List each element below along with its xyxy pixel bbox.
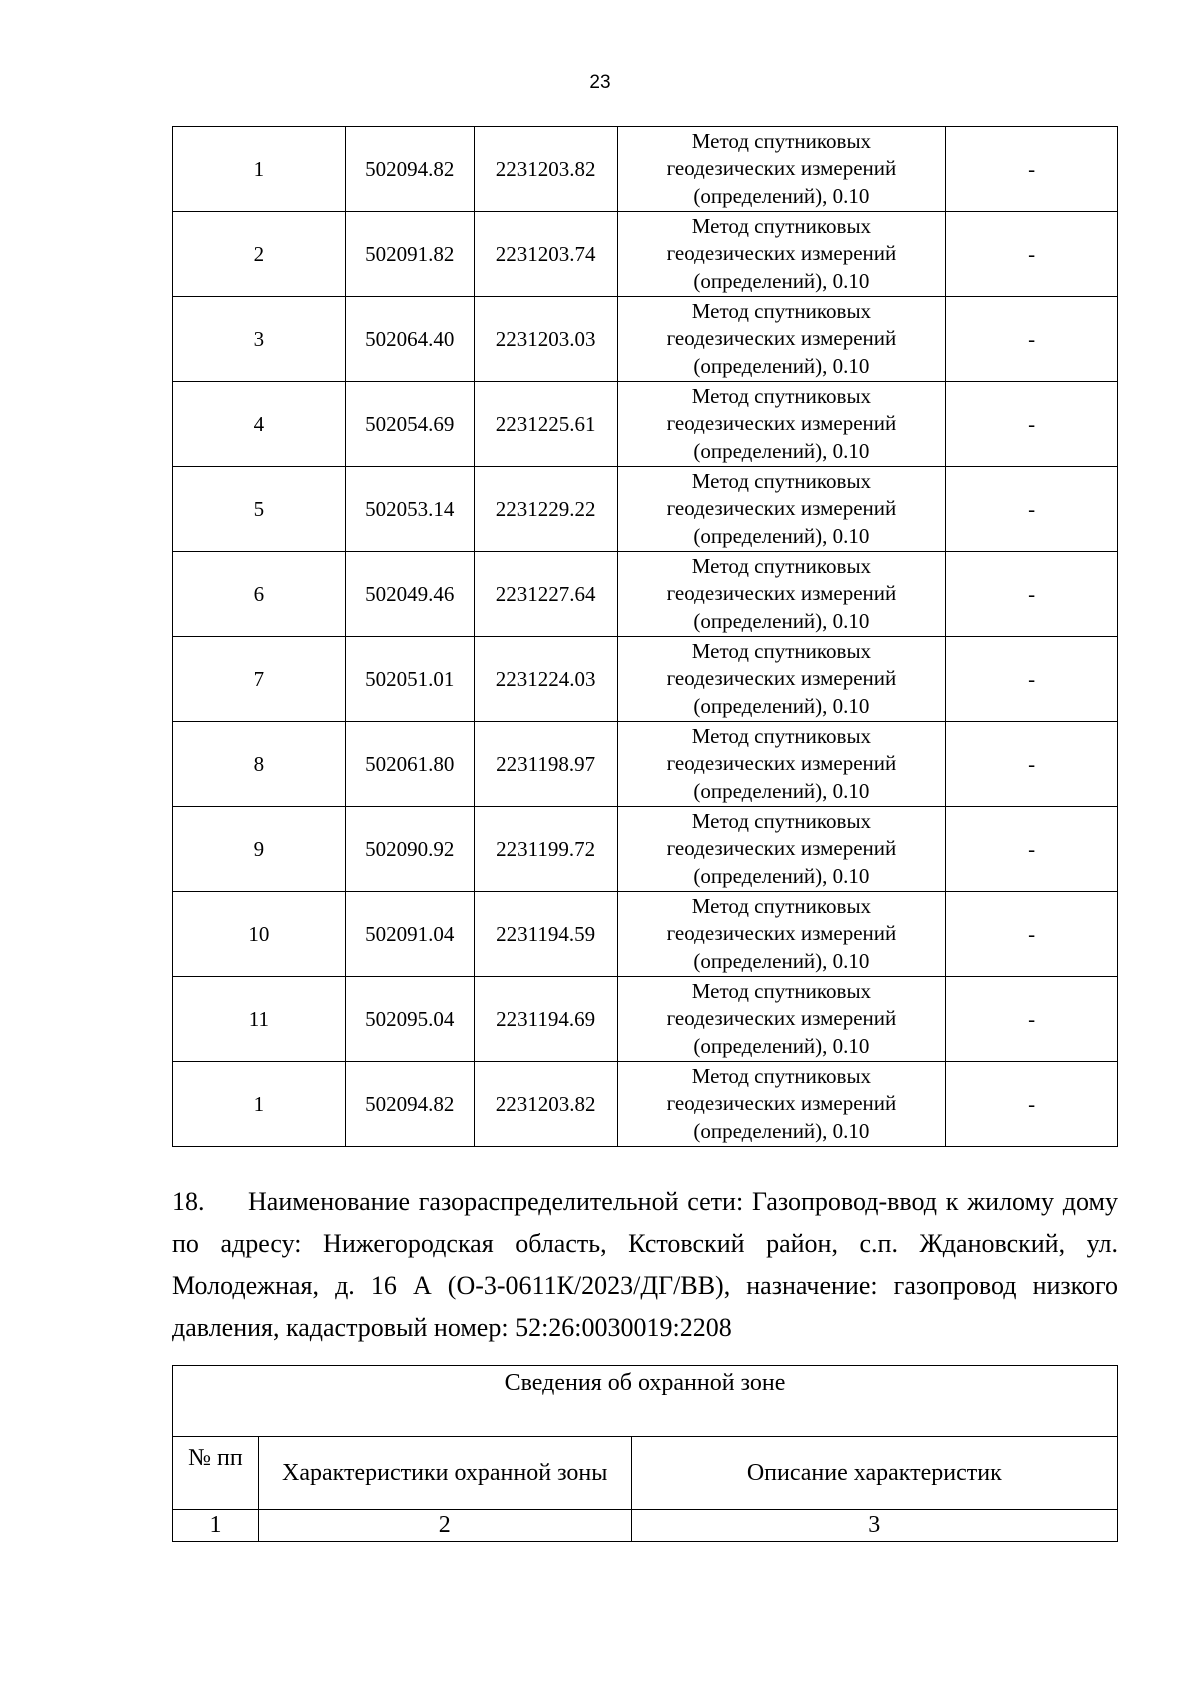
method-line: геодезических измерений [666, 921, 897, 946]
method-line: геодезических измерений [666, 836, 897, 861]
method-cell [617, 1062, 946, 1147]
method-line: геодезических измерений [666, 1006, 897, 1031]
y-coordinate-cell: 2231199.72 [474, 807, 617, 892]
method-line: Метод спутниковых [691, 468, 872, 493]
point-number-cell: 2 [173, 212, 346, 297]
y-coordinate-cell: 2231203.03 [474, 297, 617, 382]
method-line: геодезических измерений [666, 326, 897, 351]
note-cell: - [946, 892, 1118, 977]
point-number-cell: 1 [173, 127, 346, 212]
note-cell: - [946, 1062, 1118, 1147]
table-row [173, 212, 1118, 297]
point-number-cell: 1 [173, 1062, 346, 1147]
method-line: (определений), 0.10 [693, 523, 870, 548]
x-coordinate-cell: 502054.69 [345, 382, 474, 467]
table-row [173, 467, 1118, 552]
note-cell: - [946, 127, 1118, 212]
point-number-cell: 5 [173, 467, 346, 552]
note-cell: - [946, 637, 1118, 722]
method-line: геодезических измерений [666, 156, 897, 181]
column-number-cell: 1 [173, 1510, 259, 1542]
y-coordinate-cell: 2231225.61 [474, 382, 617, 467]
method-cell [617, 382, 946, 467]
header-description: Описание характеристик [631, 1437, 1117, 1510]
x-coordinate-cell: 502049.46 [345, 552, 474, 637]
x-coordinate-cell: 502095.04 [345, 977, 474, 1062]
point-number-cell: 6 [173, 552, 346, 637]
method-line: Метод спутниковых [691, 553, 872, 578]
x-coordinate-cell: 502091.04 [345, 892, 474, 977]
table-row [173, 722, 1118, 807]
note-cell: - [946, 467, 1118, 552]
note-cell: - [946, 297, 1118, 382]
method-cell [617, 127, 946, 212]
y-coordinate-cell: 2231229.22 [474, 467, 617, 552]
method-line: (определений), 0.10 [693, 863, 870, 888]
note-cell: - [946, 807, 1118, 892]
note-cell: - [946, 552, 1118, 637]
table-row [173, 977, 1118, 1062]
point-number-cell: 11 [173, 977, 346, 1062]
x-coordinate-cell: 502090.92 [345, 807, 474, 892]
coordinates-table [172, 126, 1118, 1147]
method-line: геодезических измерений [666, 1091, 897, 1116]
note-cell: - [946, 977, 1118, 1062]
x-coordinate-cell: 502094.82 [345, 127, 474, 212]
x-coordinate-cell: 502061.80 [345, 722, 474, 807]
method-cell [617, 807, 946, 892]
y-coordinate-cell: 2231203.74 [474, 212, 617, 297]
note-cell: - [946, 212, 1118, 297]
method-line: (определений), 0.10 [693, 608, 870, 633]
method-line: Метод спутниковых [691, 893, 872, 918]
method-line: геодезических измерений [666, 666, 897, 691]
method-line: (определений), 0.10 [693, 438, 870, 463]
section-paragraph [172, 1181, 1118, 1349]
method-line: геодезических измерений [666, 496, 897, 521]
section-text: Наименование газораспределительной сети: Газопровод-ввод к жилому дому по адресу: Нижегородская область, Кстовский район, с.п. Ждановский, ул. Молодежная, д. 16 А (О-3-0611К/2023/ДГ/ВВ), назначение: газопровод низкого давления, кадастровый номер: 52:26:0030019:2208 [172, 1187, 1118, 1342]
point-number-cell: 3 [173, 297, 346, 382]
table-row [173, 1062, 1118, 1147]
point-number-cell: 7 [173, 637, 346, 722]
point-number-cell: 10 [173, 892, 346, 977]
x-coordinate-cell: 502053.14 [345, 467, 474, 552]
header-characteristics: Характеристики охранной зоны [258, 1437, 631, 1510]
note-cell: - [946, 382, 1118, 467]
x-coordinate-cell: 502051.01 [345, 637, 474, 722]
method-line: (определений), 0.10 [693, 778, 870, 803]
point-number-cell: 4 [173, 382, 346, 467]
method-line: (определений), 0.10 [693, 1118, 870, 1143]
method-cell [617, 977, 946, 1062]
y-coordinate-cell: 2231194.59 [474, 892, 617, 977]
table-row [173, 892, 1118, 977]
method-line: Метод спутниковых [691, 808, 872, 833]
method-line: Метод спутниковых [691, 638, 872, 663]
method-line: Метод спутниковых [691, 128, 872, 153]
y-coordinate-cell: 2231224.03 [474, 637, 617, 722]
table-row [173, 637, 1118, 722]
x-coordinate-cell: 502064.40 [345, 297, 474, 382]
table-row [173, 552, 1118, 637]
note-cell: - [946, 722, 1118, 807]
x-coordinate-cell: 502094.82 [345, 1062, 474, 1147]
point-number-cell: 8 [173, 722, 346, 807]
method-cell [617, 297, 946, 382]
table-row [173, 127, 1118, 212]
column-number-cell: 2 [258, 1510, 631, 1542]
method-line: Метод спутниковых [691, 298, 872, 323]
table-row [173, 807, 1118, 892]
protection-zone-table [172, 1365, 1118, 1542]
y-coordinate-cell: 2231194.69 [474, 977, 617, 1062]
method-line: геодезических измерений [666, 411, 897, 436]
method-cell [617, 552, 946, 637]
method-cell [617, 212, 946, 297]
column-number-cell: 3 [631, 1510, 1117, 1542]
table-row [173, 297, 1118, 382]
method-line: Метод спутниковых [691, 213, 872, 238]
method-line: Метод спутниковых [691, 723, 872, 748]
zone-table-caption: Сведения об охранной зоне [173, 1366, 1118, 1437]
method-cell [617, 892, 946, 977]
method-line: (определений), 0.10 [693, 948, 870, 973]
method-line: геодезических измерений [666, 751, 897, 776]
header-pp: № пп [173, 1437, 259, 1510]
method-line: (определений), 0.10 [693, 1033, 870, 1058]
y-coordinate-cell: 2231203.82 [474, 127, 617, 212]
method-line: Метод спутниковых [691, 383, 872, 408]
table-row [173, 382, 1118, 467]
method-line: геодезических измерений [666, 241, 897, 266]
x-coordinate-cell: 502091.82 [345, 212, 474, 297]
y-coordinate-cell: 2231227.64 [474, 552, 617, 637]
method-line: (определений), 0.10 [693, 353, 870, 378]
method-line: Метод спутниковых [691, 978, 872, 1003]
method-line: (определений), 0.10 [693, 268, 870, 293]
y-coordinate-cell: 2231203.82 [474, 1062, 617, 1147]
method-cell [617, 722, 946, 807]
page-number: 23 [589, 72, 611, 93]
method-cell [617, 637, 946, 722]
point-number-cell: 9 [173, 807, 346, 892]
method-line: (определений), 0.10 [693, 183, 870, 208]
method-line: Метод спутниковых [691, 1063, 872, 1088]
section-number: 18. [172, 1187, 205, 1216]
method-line: (определений), 0.10 [693, 693, 870, 718]
y-coordinate-cell: 2231198.97 [474, 722, 617, 807]
method-cell [617, 467, 946, 552]
method-line: геодезических измерений [666, 581, 897, 606]
